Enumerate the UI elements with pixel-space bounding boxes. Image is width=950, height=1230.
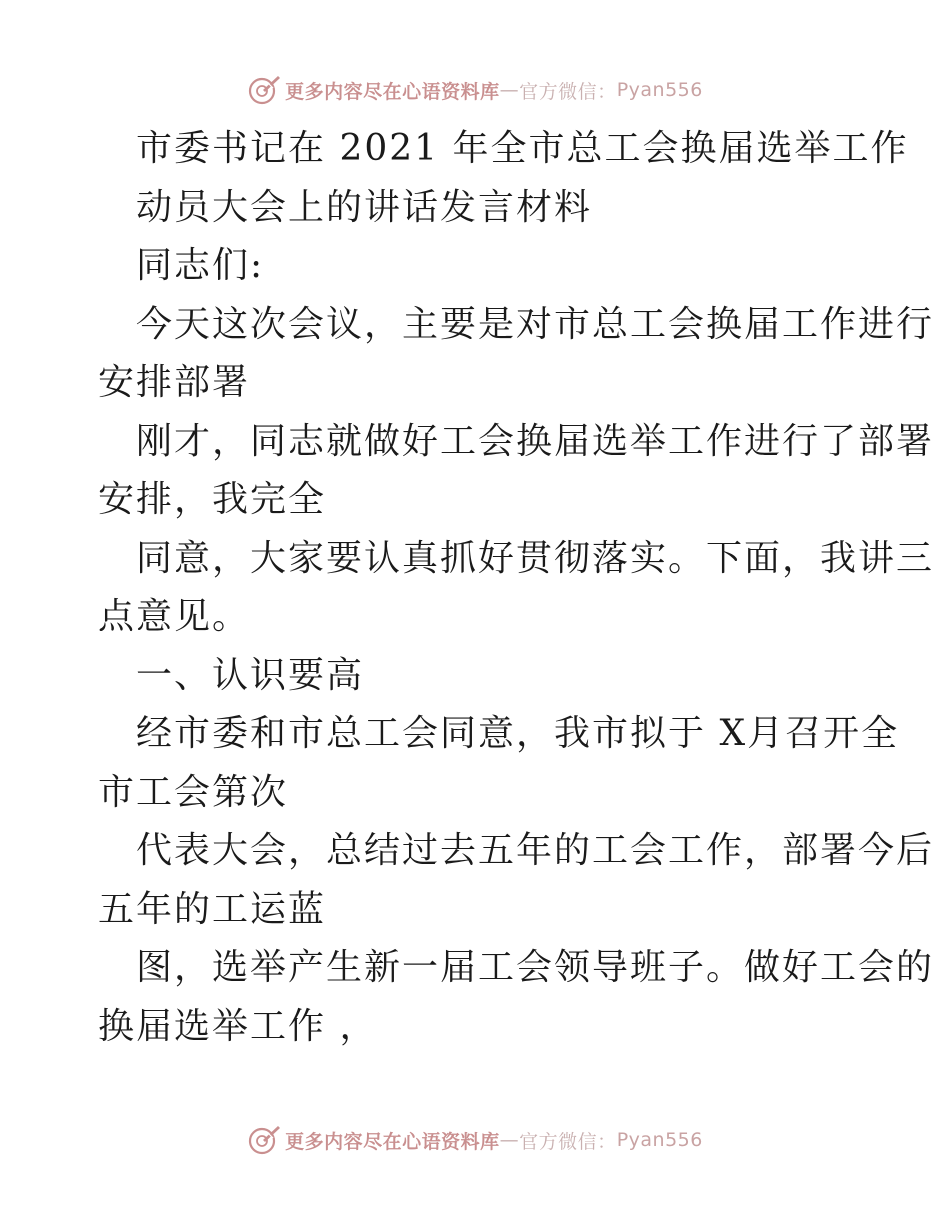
watermark-wechat-id: Pyan556 bbox=[616, 79, 703, 101]
pen-logo-icon bbox=[247, 73, 281, 107]
header-watermark bbox=[0, 70, 950, 110]
text-line: 动员大会上的讲话发言材料 bbox=[136, 186, 593, 228]
text-line: 换届选举工作 ， bbox=[98, 1005, 378, 1047]
text-line: 同意，大家要认真抓好贯彻落实。下面，我讲三 bbox=[136, 537, 935, 579]
text-line: 点意见。 bbox=[98, 596, 251, 637]
watermark-wechat-label: 官方微信： bbox=[519, 80, 617, 103]
document-body bbox=[98, 120, 935, 1056]
pen-logo-icon bbox=[247, 1123, 281, 1157]
text-line: 刚才，同志就做好工会换届选举工作进行了部署 bbox=[136, 420, 935, 462]
text-line: 一、认识要高 bbox=[136, 654, 365, 696]
text-line: 安排，我完全 bbox=[98, 479, 327, 520]
watermark-separator: — bbox=[499, 79, 520, 101]
watermark-separator: — bbox=[499, 1129, 520, 1151]
watermark-main-text: 更多内容尽在心语资料库 bbox=[285, 1130, 500, 1153]
watermark-main-text: 更多内容尽在心语资料库 bbox=[285, 80, 500, 103]
watermark-wechat-label: 官方微信： bbox=[519, 1130, 617, 1153]
text-line: 今天这次会议，主要是对市总工会换届工作进行 bbox=[136, 303, 935, 345]
text-line: 五年的工运蓝 bbox=[98, 888, 327, 930]
text-line: 代表大会，总结过去五年的工会工作，部署今后 bbox=[136, 830, 935, 871]
text-line: 图，选举产生新一届工会领导班子。做好工会的 bbox=[136, 947, 935, 988]
text-line: 安排部署 bbox=[98, 362, 251, 403]
watermark-wechat-id: Pyan556 bbox=[616, 1129, 703, 1151]
text-line: 经市委和市总工会同意，我市拟于 X月召开全 bbox=[136, 713, 900, 754]
text-line: 市工会第次 bbox=[98, 771, 289, 813]
footer-watermark bbox=[0, 1120, 950, 1160]
text-line: 同志们: bbox=[136, 245, 265, 286]
text-line: 市委书记在 2021 年全市总工会换届选举工作 bbox=[136, 128, 909, 169]
